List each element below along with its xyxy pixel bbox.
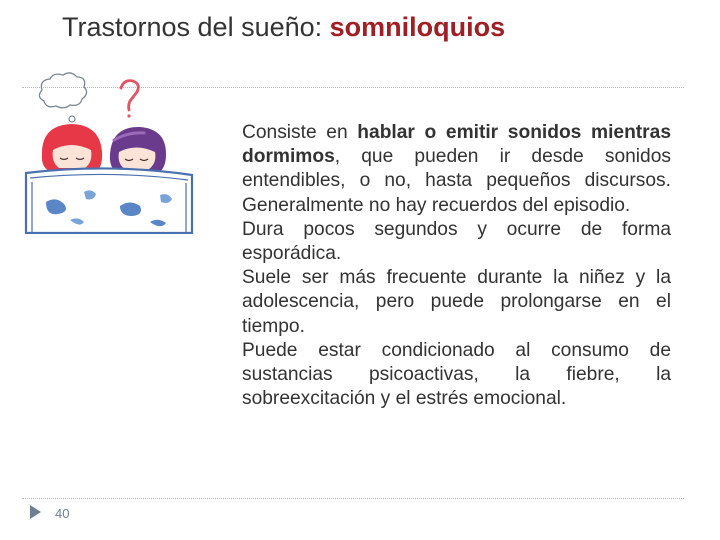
slide-title [62, 12, 505, 43]
title-prefix: Trastornos del sueño: [62, 12, 330, 42]
sleeping-girls-illustration [22, 70, 196, 234]
paragraph-duration: Dura pocos segundos y ocurre de forma esporádica. [242, 218, 671, 265]
definition-bold: hablar o emitir sonidos mientras dormimos [242, 122, 671, 168]
triangle-right-icon [30, 505, 41, 519]
slide-body [242, 121, 671, 411]
paragraph-frequency: Suele ser más frecuente durante la niñez y la adolescencia, pero puede prolongarse en el tiempo. [242, 267, 671, 337]
paragraph-definition [242, 121, 671, 218]
definition-lead: Consiste en [242, 122, 358, 143]
paragraph-conditions: Puede estar condicionado al consumo de sustancias psicoactivas, la fiebre, la sobreexcitación y el estrés emocional. [242, 339, 671, 410]
title-highlight: somniloquios [329, 12, 506, 42]
definition-rest: , que pueden ir desde sonidos entendibles, o no, hasta pequeños discursos. Generalmente no hay recuerdos del episodio. [242, 146, 671, 216]
bottom-divider [22, 498, 684, 499]
page-number: 40 [55, 506, 70, 521]
sleeping-girls-icon [22, 70, 196, 234]
